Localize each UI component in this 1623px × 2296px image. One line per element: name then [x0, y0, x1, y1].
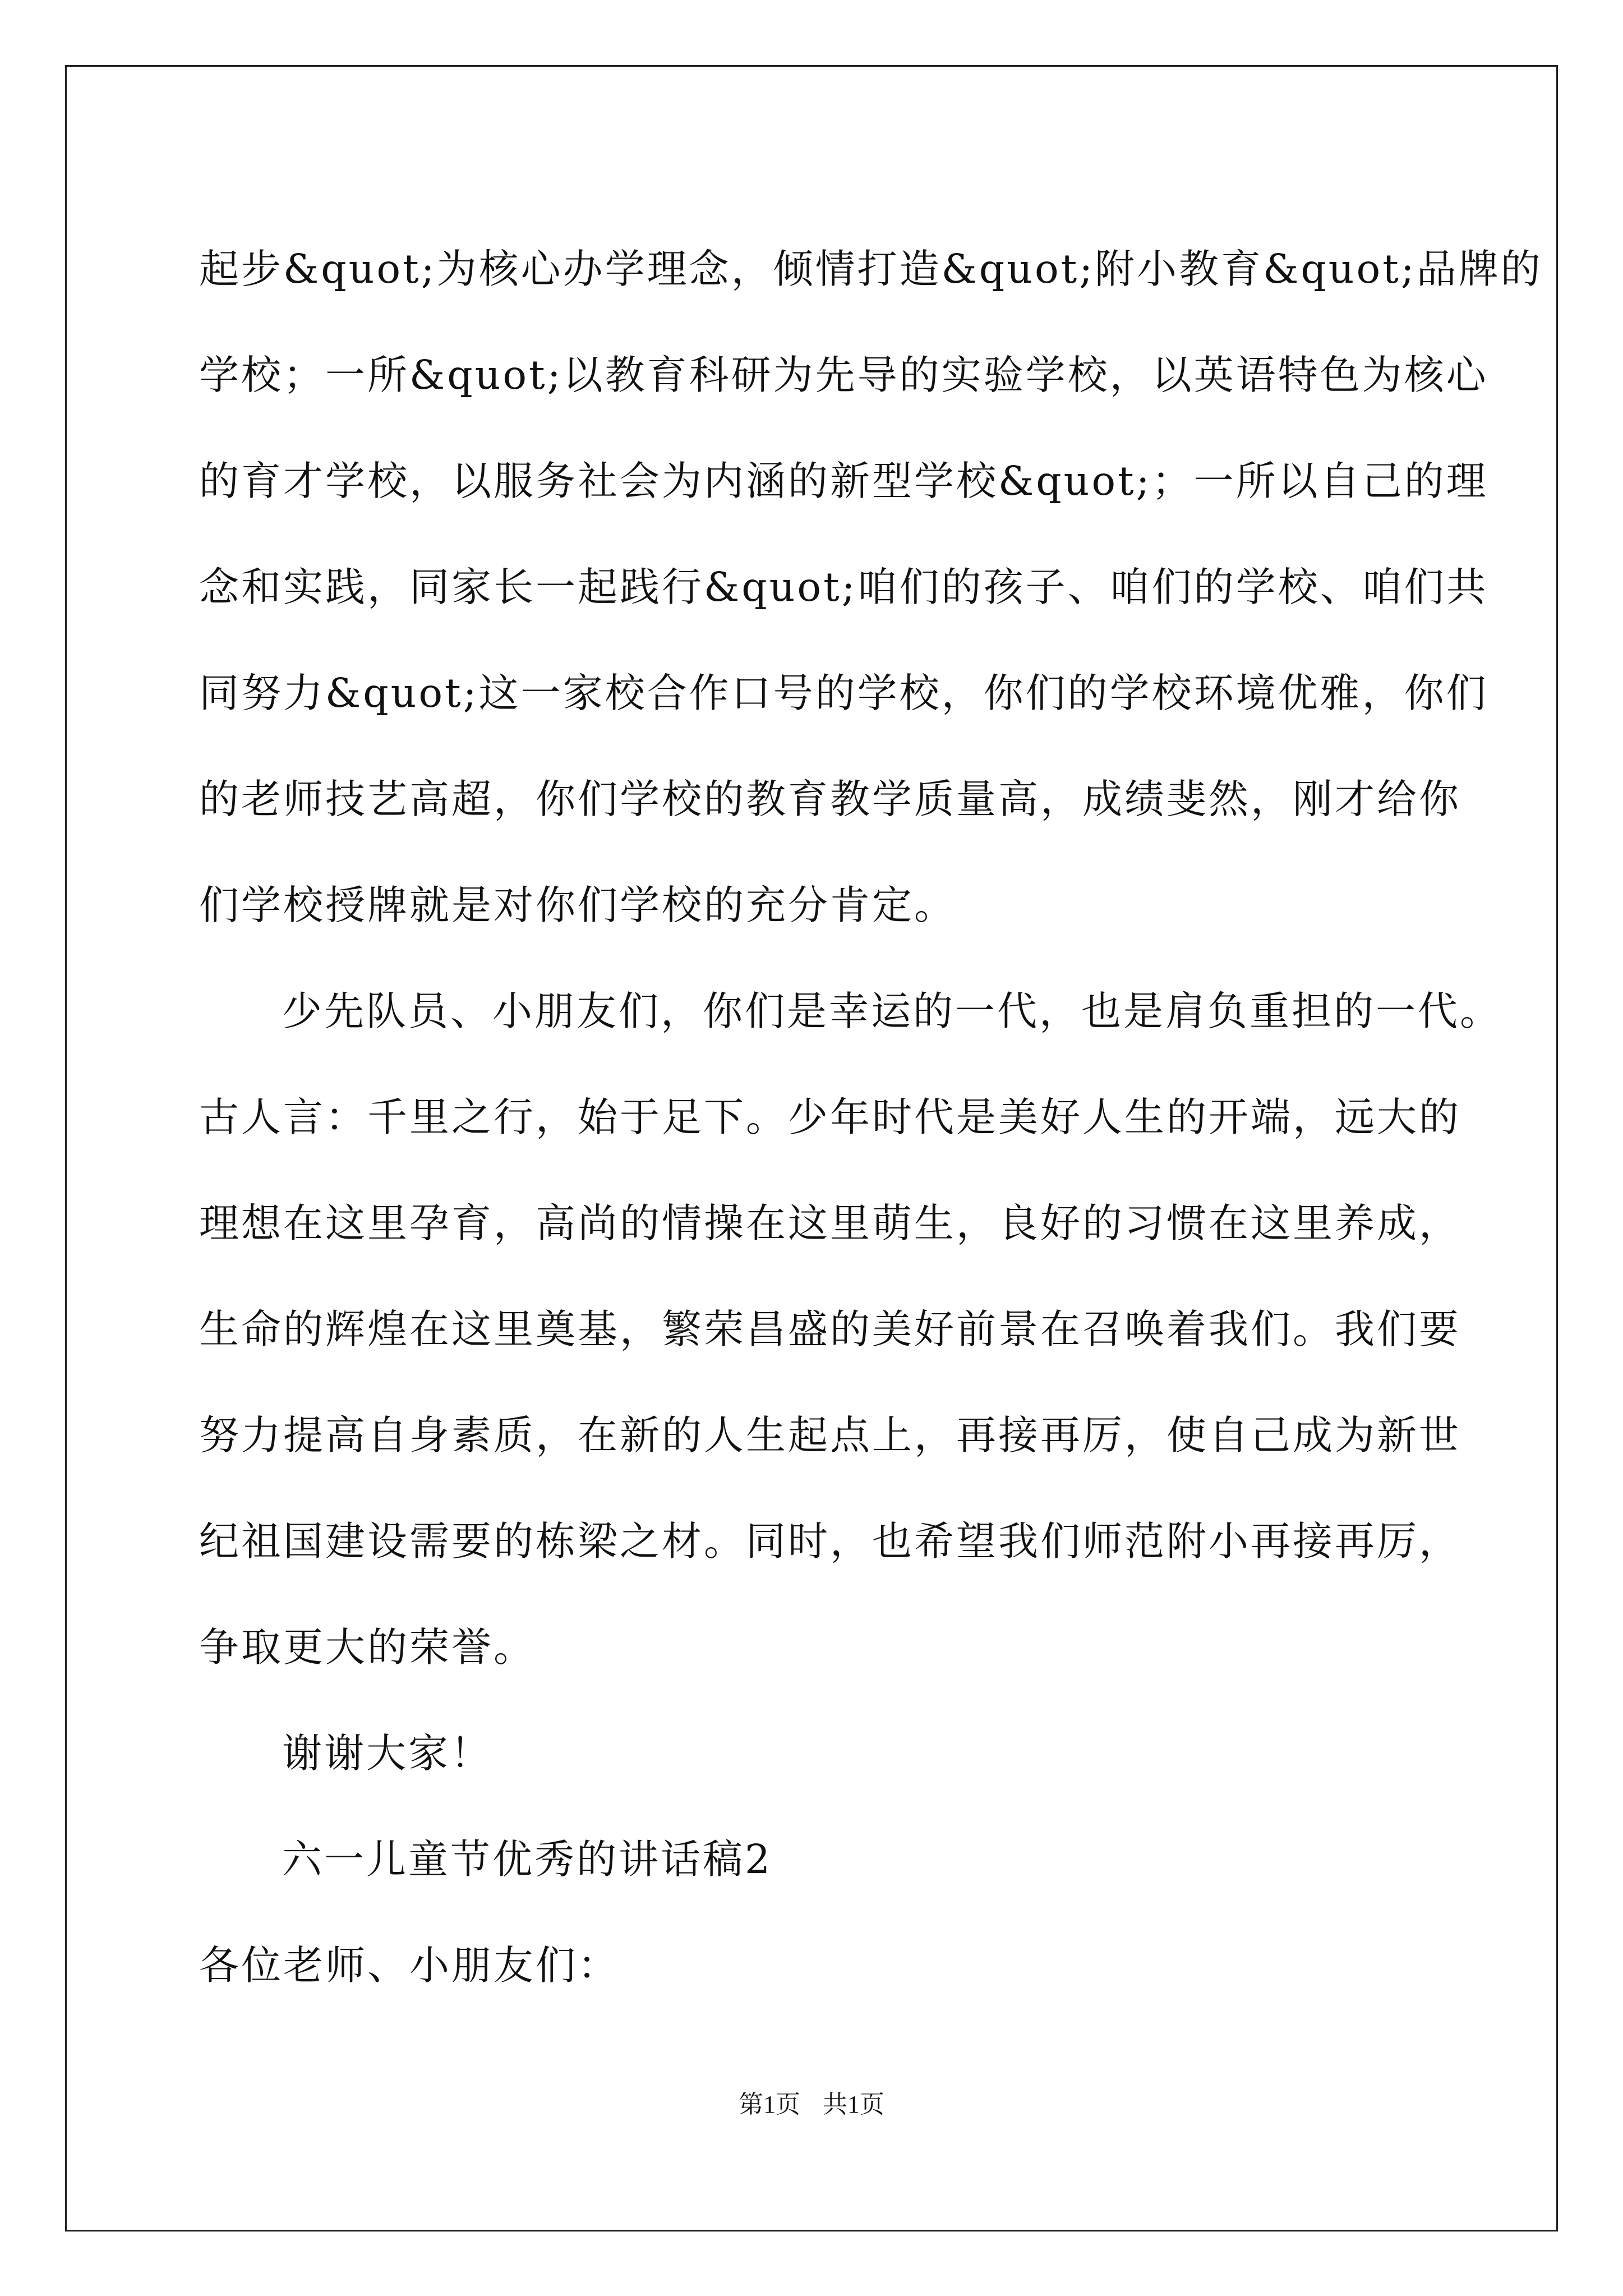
text-line: 纪祖国建设需要的栋梁之材。同时，也希望我们师范附小再接再厉， — [199, 1518, 1461, 1565]
text-line: 的老师技艺高超，你们学校的教育教学质量高，成绩斐然，刚才给你 — [199, 776, 1461, 822]
closing-line: 谢谢大家！ — [282, 1730, 493, 1777]
text-line: 少先队员、小朋友们，你们是幸运的一代，也是肩负重担的一代。 — [282, 988, 1502, 1034]
text-line: 努力提高自身素质，在新的人生起点上，再接再厉，使自己成为新世 — [199, 1412, 1461, 1458]
page-footer — [0, 2088, 1623, 2122]
text-line: 念和实践，同家长一起践行&quot;咱们的孩子、咱们的学校、咱们共 — [199, 564, 1488, 610]
document-body — [199, 216, 1543, 2018]
salutation-line: 各位老师、小朋友们： — [199, 1942, 620, 1989]
text-line: 学校；一所&quot;以教育科研为先导的实验学校，以英语特色为核心 — [199, 352, 1488, 398]
text-line: 生命的辉煌在这里奠基，繁荣昌盛的美好前景在召唤着我们。我们要 — [199, 1306, 1461, 1352]
text-line: 的育才学校，以服务社会为内涵的新型学校&quot;；一所以自己的理 — [199, 458, 1488, 504]
text-line: 们学校授牌就是对你们学校的充分肯定。 — [199, 882, 957, 928]
page-total: 共1页 — [823, 2091, 884, 2118]
text-line: 起步&quot;为核心办学理念，倾情打造&quot;附小教育&quot;品牌的 — [199, 246, 1543, 292]
text-line: 争取更大的荣誉。 — [199, 1624, 536, 1671]
text-line: 古人言：千里之行，始于足下。少年时代是美好人生的开端，远大的 — [199, 1094, 1461, 1140]
section-heading: 六一儿童节优秀的讲话稿2 — [282, 1836, 773, 1883]
text-line: 理想在这里孕育，高尚的情操在这里萌生，良好的习惯在这里养成， — [199, 1200, 1461, 1246]
text-line: 同努力&quot;这一家校合作口号的学校，你们的学校环境优雅，你们 — [199, 670, 1488, 716]
page-number: 第1页 — [739, 2091, 800, 2118]
